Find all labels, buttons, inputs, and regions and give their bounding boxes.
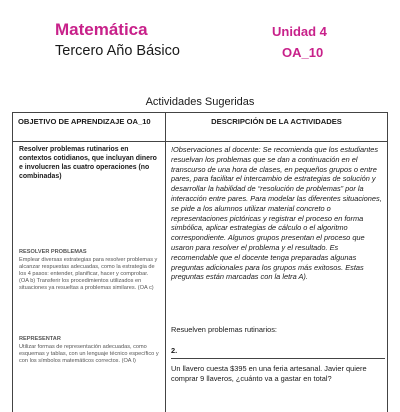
problem-divider [171,358,385,359]
oa-description: Resolver problemas rutinarios en contextos cotidianos, que incluyan dinero e involucren las cuatro operaciones (no combinadas) [19,146,157,180]
problem-number: 2. [171,346,178,355]
problem-text: Un llavero cuesta $395 en una feria artesanal. Javier quiere comprar 9 llaveros, ¿cuánto va a gastar en total? [171,364,367,383]
section-title: Actividades Sugeridas [145,96,255,108]
skill-text-resolver: Emplear diversas estrategias para resolver problemas y alcanzar respuestas adecuadas, como la estrategia de los 4 pasos: entender, planificar, hacer y comprobar. (OA b) Transferir los procedimientos utilizados en situaciones ya resueltas a problemas similares. (OA c) [19,257,158,291]
col-header-description: DESCRIPCIÓN DE LA ACTIVIDADES [211,117,342,126]
unit-label: Unidad 4 [272,24,327,39]
oa-code-label: OA_10 [282,45,324,60]
skill-title-resolver: RESOLVER PROBLEMAS [19,249,87,255]
resuelven-heading: Resuelven problemas rutinarios: [171,325,277,334]
skill-title-representar: REPRESENTAR [19,336,61,342]
activities-table [12,112,388,412]
col-header-objective: OBJETIVO DE APRENDIZAJE OA_10 [18,117,151,126]
grade-title: Tercero Año Básico [55,43,180,59]
subject-title: Matemática [55,20,148,39]
column-divider [165,113,166,412]
teacher-observation: !Observaciones al docente: Se recomienda que los estudiantes resuelvan los problemas que se dan a continuación en el transcurso de una hora de clases, en pequeños grupos o entre pares, para facilitar el intercambio de estrategias de solución y desarrollar la habilidad de “resolución de problemas” por la interacción entre pares. Para modelar las diferentes situaciones, se pide a los alumnos utilizar material concreto o representaciones pictóricas y registrar el proceso en forma simbólica, aplicar estrategias de cálculo o el algoritmo correspondiente. Algunos grupos presentan el proceso que usaron para resolver el problema y el resultado. Es recomendable que el docente tenga preparadas algunas preguntas adicionales para los grupos más exitosos. Estas preguntas están marcadas con la letra A). [171,145,382,282]
header-divider [13,141,387,142]
skill-text-representar: Utilizar formas de representación adecuadas, como esquemas y tablas, con un lenguaje técnico específico y con los símbolos matemáticos correctos. (OA l) [19,344,159,364]
